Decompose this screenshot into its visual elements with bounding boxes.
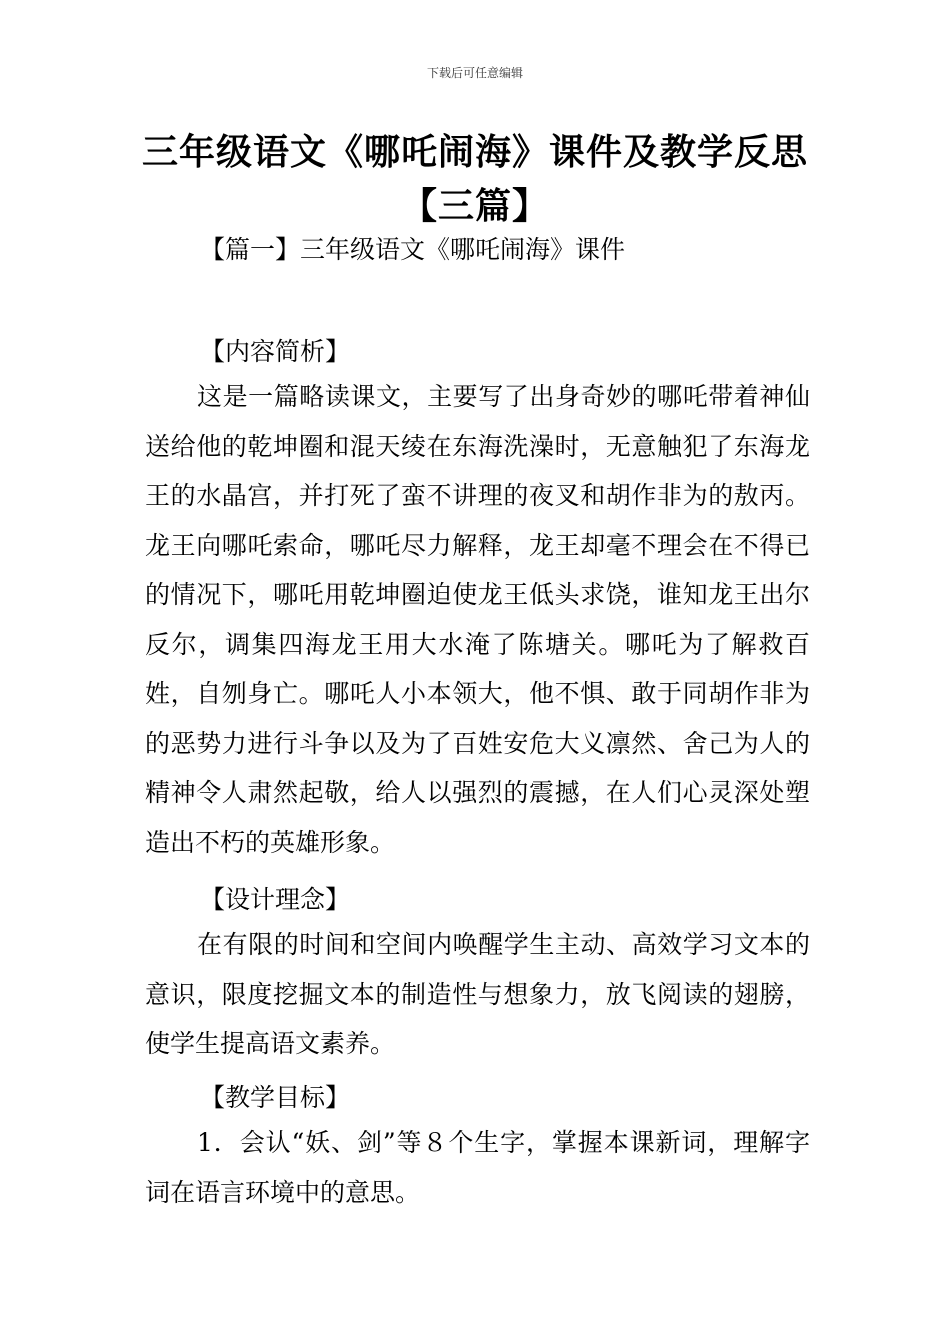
section-subtitle: 【篇一】三年级语文《哪吒闹海》课件 <box>200 235 626 264</box>
design-paragraph: 在有限的时间和空间内唤醒学生主动、高效学习文本的意识，限度挖掘文本的制造性与想象力，放飞阅读的翅膀，使学生提高语文素养。 <box>145 930 810 1058</box>
goal-paragraph: 1．会认“妖、剑”等８个生字，掌握本课新词，理解字词在语言环境中的意思。 <box>145 1128 810 1207</box>
content-heading: 【内容简析】 <box>200 337 351 366</box>
document-title-line1: 三年级语文《哪吒闹海》课件及教学反思 <box>141 132 808 173</box>
goal-heading: 【教学目标】 <box>200 1083 351 1112</box>
design-heading: 【设计理念】 <box>200 885 351 914</box>
document-title-line2: 【三篇】 <box>400 186 549 227</box>
header-note: 下载后可任意编辑 <box>426 66 523 80</box>
content-paragraph: 这是一篇略读课文，主要写了出身奇妙的哪吒带着神仙送给他的乾坤圈和混天绫在东海洗澡时，无意触犯了东海龙王的水晶宫，并打死了蛮不讲理的夜叉和胡作非为的敖丙。龙王向哪吒索命，哪吒尽力解释，龙王却毫不理会在不得已的情况下，哪吒用乾坤圈迫使龙王低头求饶，谁知龙王出尔反尔，调集四海龙王用大水淹了陈塘关。哪吒为了解救百姓，自刎身亡。哪吒人小本领大，他不惧、敢于同胡作非为的恶势力进行斗争以及为了百姓安危大义凛然、舍己为人的精神令人肃然起敬，给人以强烈的震撼，在人们心灵深处塑造出不朽的英雄形象。 <box>145 382 810 857</box>
